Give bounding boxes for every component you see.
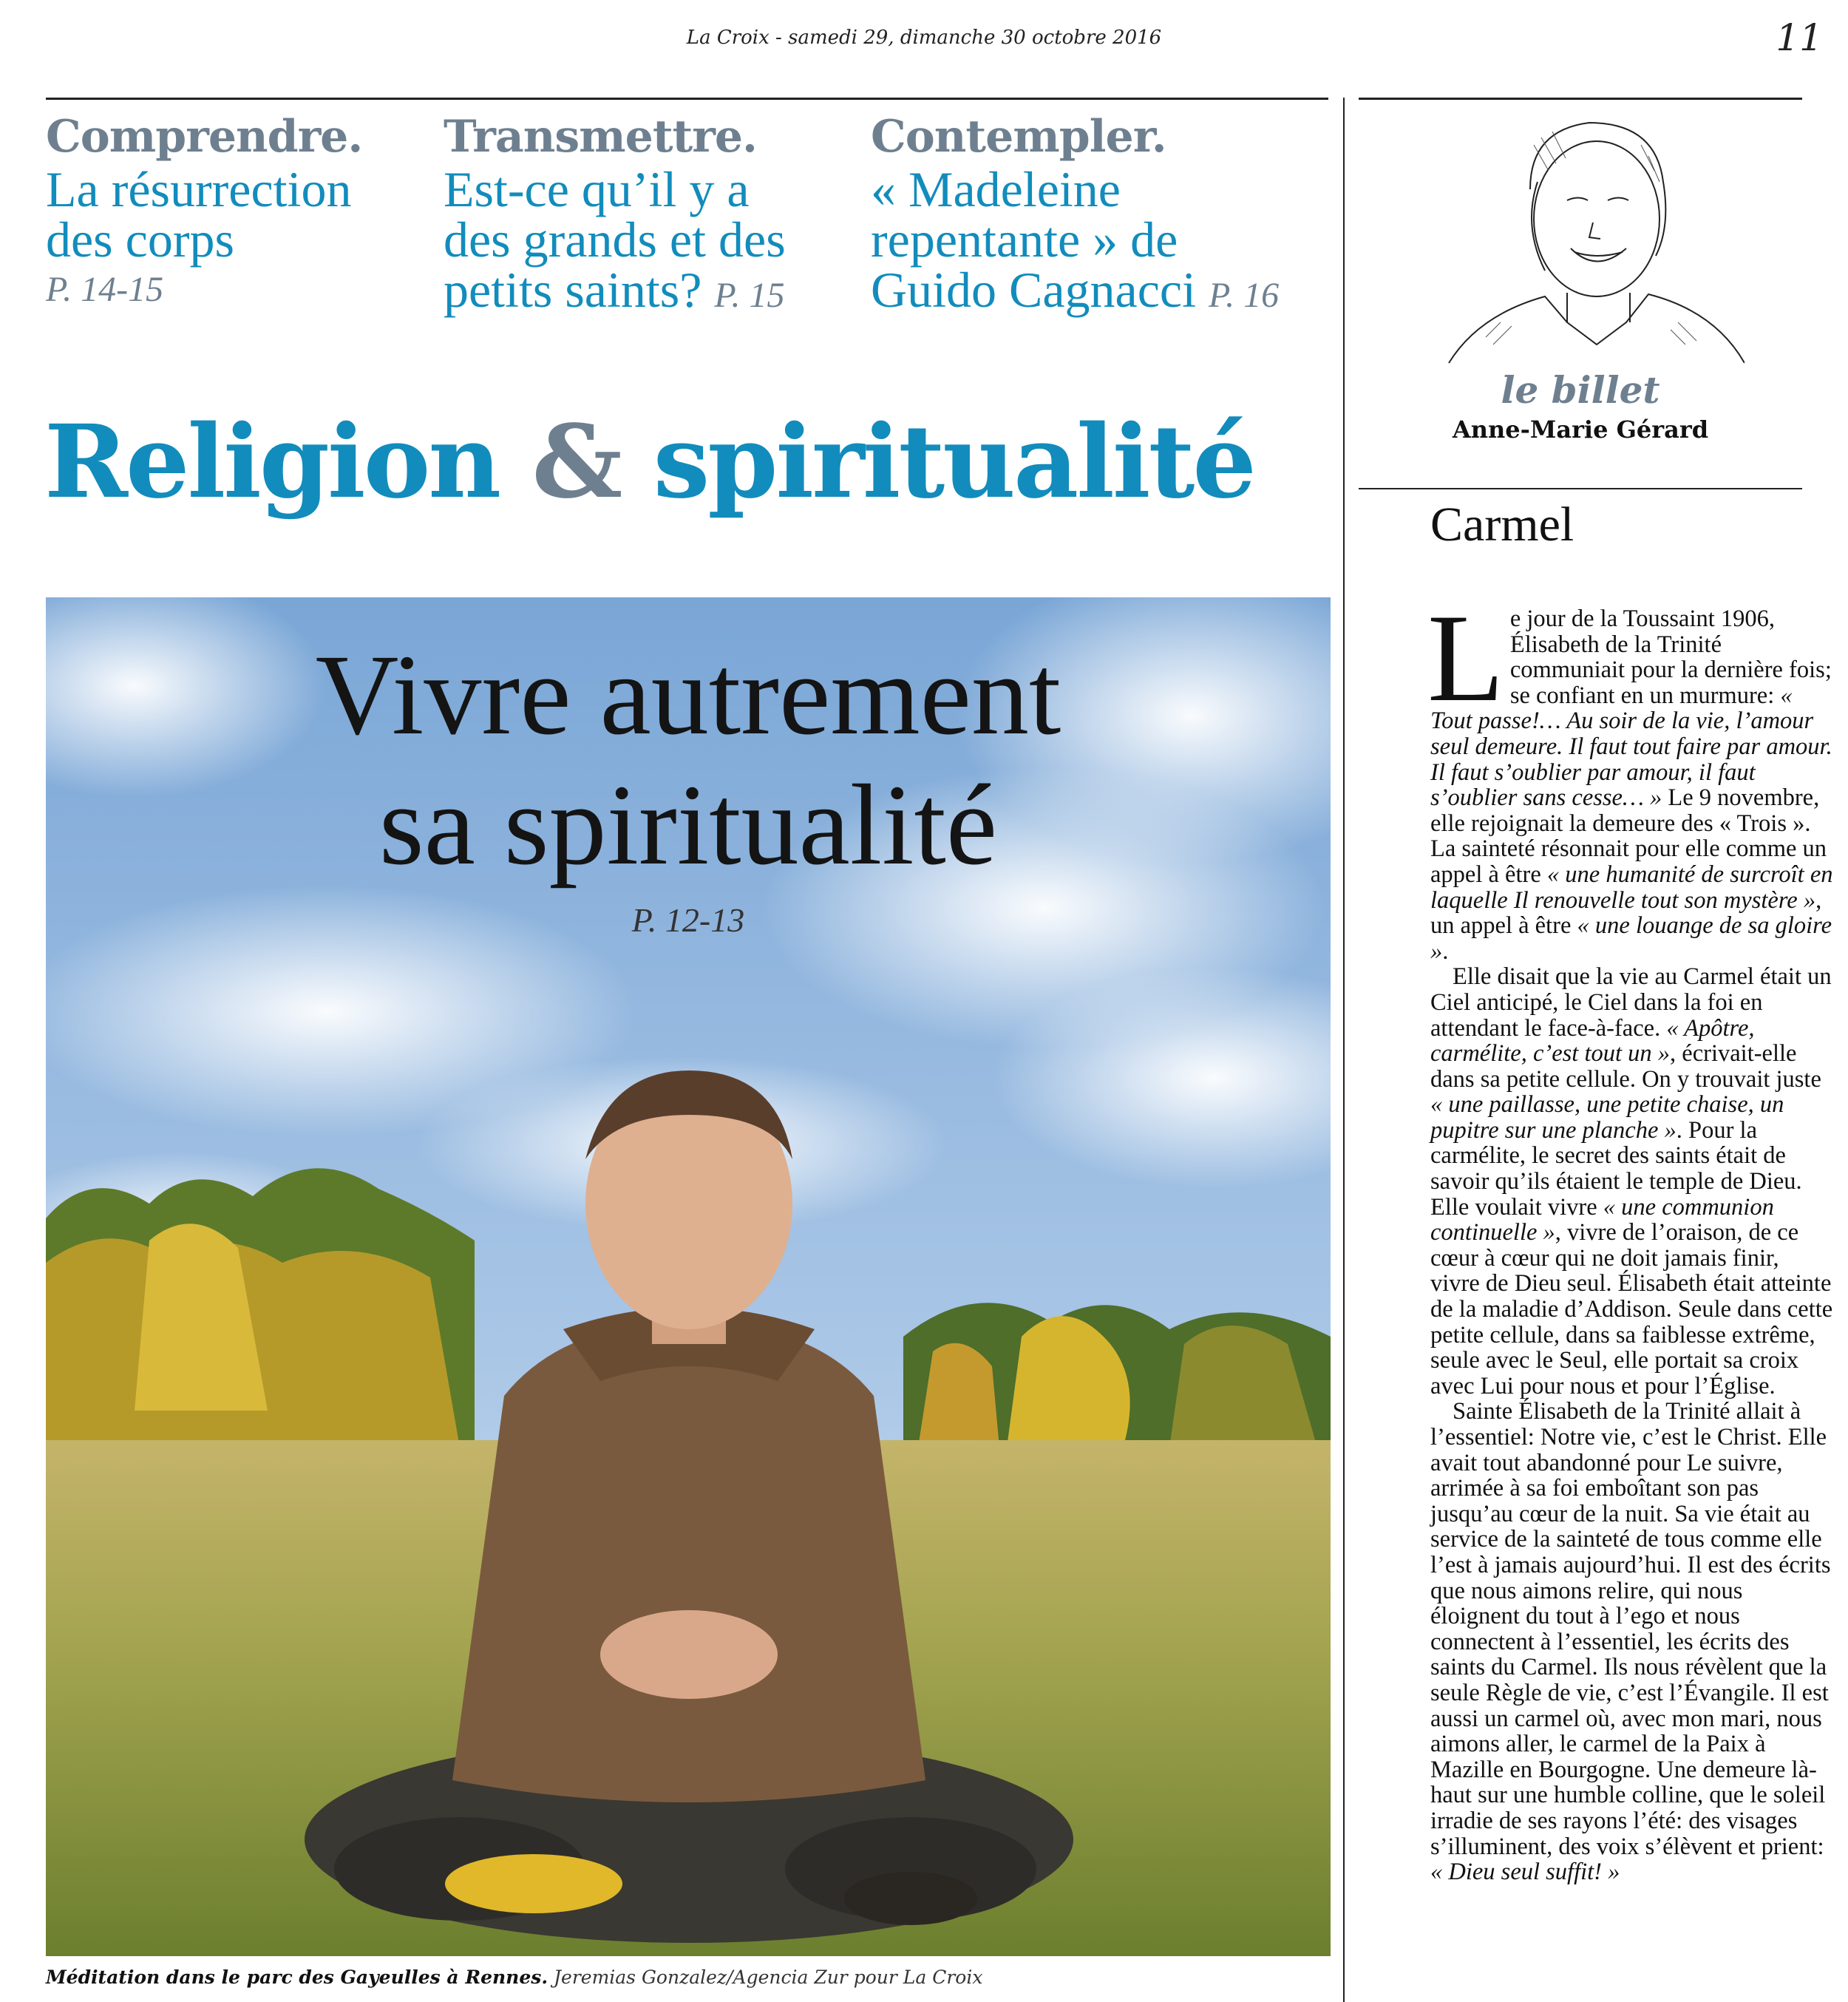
photo-credit: Jeremias Gonzalez/Agencia Zur pour La Croix	[554, 1967, 983, 1988]
section-title	[44, 403, 1254, 521]
body-text: , écrivait-elle dans sa petite cellule. On y trouvait juste	[1430, 1040, 1821, 1093]
billet-paragraph	[1427, 588, 1833, 965]
body-text: , un appel à être	[1430, 886, 1822, 940]
teaser-kicker: Comprendre.	[46, 111, 363, 163]
billet-rule	[1359, 488, 1802, 489]
teaser-title-line	[871, 262, 1280, 321]
billet-body	[1427, 588, 1833, 1886]
billet-label: le billet	[1501, 368, 1660, 412]
billet-paragraph	[1430, 964, 1833, 1399]
page-number: 11	[1776, 16, 1823, 59]
teaser-contempler[interactable]	[871, 109, 1279, 321]
billet-paragraph	[1430, 1399, 1833, 1884]
section-title-word: Religion	[44, 403, 500, 521]
quote-text: « une humanité de surcroît en laquelle Il renouvelle tout son mystère »	[1430, 861, 1833, 914]
body-text: e jour de la Toussaint 1906, Élisabeth de la Trinité communiait pour la dernière fois; se confiant en un murmure:	[1509, 605, 1832, 709]
billet-author: Anne-Marie Gérard	[1452, 415, 1709, 444]
teaser-page-ref: P. 14-15	[46, 270, 164, 309]
hero-photo[interactable]	[46, 597, 1331, 1956]
body-text: , vivre de l’oraison, de ce cœur à cœur qui ne doit jamais finir, vivre de Dieu seul. Élisabeth était atteinte de la maladie d’Addison. Seule dans cette petite cellule, dans sa faiblesse extrême, seule avec le Seul, elle portait sa croix avec Lui pour nous et pour l’Église.	[1430, 1219, 1833, 1399]
hero-headline-line: sa spiritualité	[378, 761, 998, 889]
hero-headline-line: Vivre autrement	[315, 631, 1061, 759]
teaser-title-line	[444, 262, 786, 321]
quote-text: « une communion continuelle »	[1430, 1193, 1774, 1246]
teaser-page-ref: P. 15	[714, 276, 785, 315]
caption-text: Méditation dans le parc des Gayeulles à Rennes.	[46, 1967, 548, 1988]
teaser-kicker: Transmettre.	[444, 111, 757, 163]
body-text: Elle disait que la vie au Carmel était un Ciel anticipé, le Ciel dans la foi en attendant le face-à-face.	[1430, 963, 1832, 1042]
section-title-ampersand: &	[531, 403, 621, 521]
quote-text: « Dieu seul suffit! »	[1430, 1859, 1620, 1886]
photo-caption	[46, 1967, 1331, 1988]
quote-text: « une louange de sa gloire »	[1430, 912, 1832, 965]
section-title-word: spiritualité	[653, 403, 1254, 521]
teaser-title-line: repentante » de	[871, 211, 1178, 268]
teaser-title-line: des grands et des	[444, 211, 786, 268]
hero-headline	[46, 630, 1331, 890]
body-text: Sainte Élisabeth de la Trinité allait à l’essentiel: Notre vie, c’est le Christ. Elle avait tout abandonné pour Le suivre, arrimée à sa foi emboîtant son pas jusqu’au cœur de la nuit. Sa vie était au service de la sainteté de tous comme elle l’est à jamais aujourd’hui. Il est des écrits que nous aimons relire, qui nous éloignent du tout à l’ego et nous connectent à l’essentiel, les écrits des saints du Carmel. Ils nous révèlent que la seule Règle de vie, c’est l’Évangile. Il est aussi un carmel où, avec mon mari, nous aimons aller, le carmel de la Paix à Mazille en Bourgogne. Une demeure là-haut sur une humble colline, que le soleil irradie de ses rayons l’été: des visages s’illuminent, des voix s’élèvent et prient:	[1430, 1398, 1831, 1860]
teaser-title-line: Est-ce qu’il y a	[444, 161, 750, 217]
teaser-title-line: « Madeleine	[871, 161, 1121, 217]
teaser-title-line: La résurrection	[46, 161, 352, 217]
top-rule	[46, 98, 1328, 100]
body-text: . Pour la carmélite, le secret des saints était de savoir qu’ils étaient le temple de Dieu. Elle voulait vivre	[1430, 1116, 1802, 1221]
teaser-kicker: Contempler.	[871, 111, 1166, 163]
hero-page-ref: P. 12-13	[631, 901, 745, 939]
teaser-title-line: des corps	[46, 211, 234, 268]
billet-title: Carmel	[1430, 498, 1574, 552]
column-rule	[1343, 98, 1345, 2002]
teaser-title-text: petits saints?	[444, 262, 702, 318]
teaser-page-ref: P. 16	[1208, 276, 1280, 315]
teaser-comprendre[interactable]	[46, 109, 362, 310]
teaser-transmettre[interactable]	[444, 109, 786, 321]
drop-cap: L	[1427, 588, 1504, 727]
author-portrait-illustration	[1419, 101, 1745, 367]
top-rule-billet	[1359, 98, 1802, 100]
teaser-title-text: Guido Cagnacci	[871, 262, 1196, 318]
quote-text: « Apôtre, carmélite, c’est tout un »	[1430, 1014, 1755, 1068]
quote-text: « Tout passe!… Au soir de la vie, l’amour seul demeure. Il faut tout faire par amour. Il faut s’oublier par amour, il faut s’oublier sans cesse… »	[1430, 682, 1832, 812]
running-head: La Croix - samedi 29, dimanche 30 octobre 2016	[686, 27, 1162, 49]
quote-text: « une paillasse, une petite chaise, un pupitre sur une planche »	[1430, 1091, 1784, 1144]
body-text: Le 9 novembre, elle rejoignait la demeure des « Trois ». La sainteté résonnait pour elle comme un appel à être	[1430, 784, 1827, 888]
body-text: .	[1442, 937, 1449, 965]
